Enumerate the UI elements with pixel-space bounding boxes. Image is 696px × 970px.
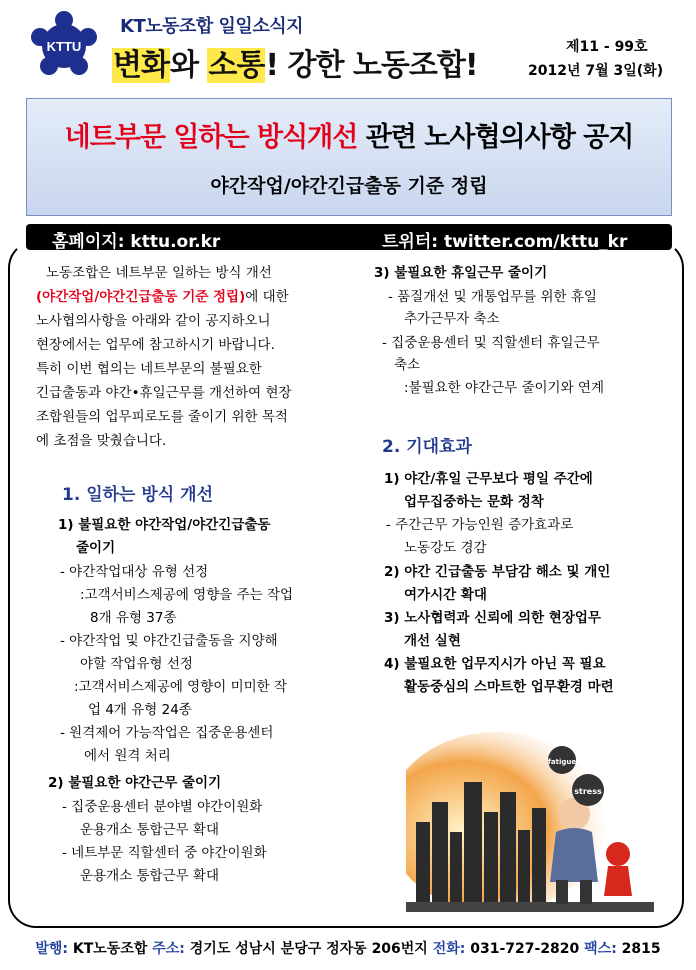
- footer-value: KT노동조합: [68, 941, 153, 957]
- title-highlight: 네트부문 일하는 방식개선: [64, 122, 358, 153]
- intro-line: [36, 286, 289, 308]
- page-title: [27, 115, 671, 154]
- list-item: 2) 불필요한 야간근무 줄이기: [48, 775, 222, 791]
- slogan: [112, 40, 478, 84]
- list-item: - 야간작업대상 유형 선정: [60, 564, 209, 580]
- intro-line-rest: 에 대한: [245, 289, 289, 305]
- list-item: 추가근무자 축소: [404, 311, 500, 327]
- list-item: 축소: [394, 357, 421, 373]
- list-item: :고객서비스제공에 영향을 주는 작업: [80, 587, 294, 603]
- contact-bar: [26, 224, 672, 250]
- illustration-word: fatigue: [547, 758, 577, 766]
- list-item: 줄이기: [76, 540, 116, 556]
- page-subtitle: 야간작업/야간긴급출동 기준 정립: [210, 175, 488, 197]
- footer-label: 팩스:: [584, 941, 617, 957]
- section1-heading: 1. 일하는 방식 개선: [62, 485, 213, 505]
- footer-label: 발행:: [35, 941, 68, 957]
- list-item: 1) 야간/휴일 근무보다 평일 주간에: [384, 471, 593, 487]
- twitter-link[interactable]: 트위터: twitter.com/kttu_kr: [382, 232, 628, 252]
- list-item: 3) 불필요한 휴일근무 줄이기: [374, 265, 548, 281]
- slogan-communication: 소통: [208, 48, 265, 83]
- list-item: 업 4개 유형 24종: [88, 702, 192, 718]
- list-item: 운용개소 통합근무 확대: [80, 822, 219, 838]
- list-item: 노동강도 경감: [404, 540, 487, 556]
- fatigue-stress-illustration: [406, 712, 654, 912]
- list-item: - 주간근무 가능인원 증가효과로: [386, 517, 574, 533]
- list-item: 운용개소 통합근무 확대: [80, 868, 219, 884]
- footer-label: 주소:: [152, 941, 185, 957]
- list-item: 여가시간 확대: [404, 587, 487, 603]
- list-item: - 집중운용센터 분야별 야간이원화: [62, 799, 263, 815]
- list-item: 업무집중하는 문화 정착: [404, 494, 544, 510]
- footer-value: 경기도 성남시 분당구 정자동 206번지: [184, 941, 433, 957]
- kttu-logo: [28, 10, 100, 82]
- list-item: 에서 원격 처리: [84, 748, 171, 764]
- footer-label: 전화:: [432, 941, 466, 957]
- slogan-and: 와: [169, 48, 208, 83]
- issue-number: 제11 - 99호: [566, 39, 648, 55]
- logo-text: KTTU: [46, 39, 82, 54]
- list-item: 야할 작업유형 선정: [80, 656, 193, 672]
- intro-line: 현장에서는 업무에 참고하시기 바랍니다.: [36, 337, 275, 353]
- illustration-word: stress: [574, 787, 602, 796]
- list-item: 활동중심의 스마트한 업무환경 마련: [404, 679, 614, 695]
- list-item: :고객서비스제공에 영향이 미미한 작: [74, 679, 288, 695]
- list-item: - 품질개선 및 개통업무를 위한 휴일: [388, 289, 597, 305]
- issue-date: 2012년 7월 3일(화): [528, 63, 664, 79]
- footer-value: 031-727-2820: [465, 941, 585, 957]
- intro-line: 조합원들의 업무피로도를 줄이기 위한 목적: [36, 409, 288, 425]
- list-item: 3) 노사협력과 신뢰에 의한 현장업무: [384, 610, 601, 626]
- footer: [0, 938, 696, 958]
- intro-highlight: (야간작업/야간긴급출동 기준 정립): [36, 289, 246, 305]
- slogan-strong-union: ! 강한 노동조합!: [265, 48, 478, 83]
- list-item: 2) 야간 긴급출동 부담감 해소 및 개인: [384, 564, 611, 580]
- intro-line: 긴급출동과 야간•휴일근무를 개선하여 현장: [36, 385, 292, 401]
- intro-line: 노사협의사항을 아래와 같이 공지하오니: [36, 313, 271, 329]
- homepage-link[interactable]: 홈페이지: kttu.or.kr: [52, 232, 221, 252]
- slogan-change: 변화: [113, 48, 169, 83]
- list-item: 개선 실현: [404, 633, 461, 649]
- section2-heading: 2. 기대효과: [382, 437, 472, 457]
- list-item: - 야간작업 및 야간긴급출동을 지양해: [60, 633, 278, 649]
- list-item: 8개 유형 37종: [90, 610, 177, 626]
- intro-line: 노동조합은 네트부문 일하는 방식 개선: [46, 265, 272, 281]
- intro-line: 특히 이번 협의는 네트부문의 불필요한: [36, 361, 262, 377]
- list-item: - 집중운용센터 및 직할센터 휴일근무: [382, 335, 600, 351]
- list-item: - 네트부문 직할센터 중 야간이원화: [62, 845, 267, 861]
- title-box: [26, 98, 672, 216]
- intro-line: 에 초점을 맞췄습니다.: [36, 433, 167, 449]
- title-rest: 관련 노사협의사항 공지: [357, 122, 634, 153]
- list-item: 4) 불필요한 업무지시가 아닌 꼭 필요: [384, 656, 606, 672]
- footer-value: 2815: [616, 941, 661, 957]
- list-item: 1) 불필요한 야간작업/야간긴급출동: [58, 517, 271, 533]
- list-item: :불필요한 야간근무 줄이기와 연계: [404, 380, 604, 396]
- bulletin-name: KT노동조합 일일소식지: [120, 16, 303, 37]
- list-item: - 원격제어 가능작업은 집중운용센터: [60, 725, 274, 741]
